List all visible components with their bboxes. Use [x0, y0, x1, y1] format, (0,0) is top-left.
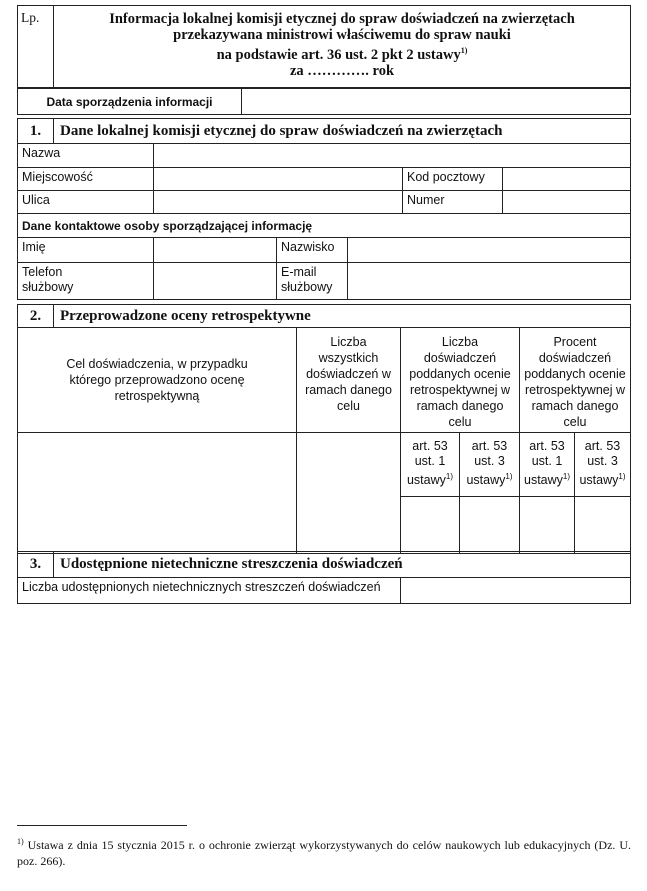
footnote-separator: [17, 825, 187, 826]
date-table: [17, 88, 631, 115]
cel-field[interactable]: [18, 433, 297, 554]
liczba-art53-ust1-field[interactable]: [401, 497, 460, 554]
email-field[interactable]: [348, 263, 631, 300]
miejscowosc-field[interactable]: [154, 168, 403, 191]
ulica-label: Ulica: [18, 191, 154, 214]
numer-field[interactable]: [503, 191, 631, 214]
procent-art53-ust1-field[interactable]: [520, 497, 575, 554]
footnote-text: Ustawa z dnia 15 stycznia 2015 r. o ochronie zwierząt wykorzystywanych do celów naukowych lub edukacyjnych (Dz. U. poz. 266).: [17, 838, 632, 868]
col-header-procent: Procent doświadczeń poddanych ocenie retrospektywnej w ramach danego celu: [520, 328, 631, 433]
subheader-liczba-art53-ust3: art. 53 ust. 3 ustawy$^{1)}$: [460, 433, 520, 497]
col-header-liczba-wszystkich: Liczba wszystkich doświadczeń w ramach danego celu: [297, 328, 401, 433]
header-table: [17, 5, 631, 88]
section-1-title: Dane lokalnej komisji etycznej do spraw doświadczeń na zwierzętach: [54, 119, 631, 144]
title-footnote-ref: 1): [460, 46, 468, 55]
ulica-field[interactable]: [154, 191, 403, 214]
col-header-cel: Cel doświadczenia, w przypadku którego przeprowadzono ocenę retrospektywną: [18, 328, 297, 433]
kod-pocztowy-label: Kod pocztowy: [403, 168, 503, 191]
subheader-procent-art53-ust3: art. 53 ust. 3 ustawy$^{1)}$: [575, 433, 631, 497]
lp-cell: [18, 6, 54, 88]
title-line-2: przekazywana ministrowi właściwemu do spraw nauki: [173, 27, 511, 43]
section-2-title: Przeprowadzone oceny retrospektywne: [54, 305, 631, 328]
liczba-wszystkich-field[interactable]: [297, 433, 401, 554]
section-3-number: 3.: [18, 552, 54, 578]
nazwisko-field[interactable]: [348, 238, 631, 263]
title-line-1: Informacja lokalnej komisji etycznej do spraw doświadczeń na zwierzętach: [109, 11, 575, 27]
imie-field[interactable]: [154, 238, 277, 263]
date-label: Data sporządzenia informacji: [18, 89, 242, 115]
procent-art53-ust3-field[interactable]: [575, 497, 631, 554]
telefon-field[interactable]: [154, 263, 277, 300]
liczba-art53-ust3-field[interactable]: [460, 497, 520, 554]
miejscowosc-label: Miejscowość: [18, 168, 154, 191]
title-line-3: na podstawie art. 36 ust. 2 pkt 2 ustawy: [216, 46, 461, 63]
liczba-streszczen-field[interactable]: [401, 578, 631, 604]
section-3-title: Udostępnione nietechniczne streszczenia doświadczeń: [54, 552, 631, 578]
numer-label: Numer: [403, 191, 503, 214]
contact-header: Dane kontaktowe osoby sporządzającej informację: [18, 214, 631, 238]
nazwisko-label: Nazwisko: [277, 238, 348, 263]
section-1-table: [17, 118, 631, 300]
liczba-streszczen-label: Liczba udostępnionych nietechnicznych streszczeń doświadczeń: [18, 578, 401, 604]
section-2-number: 2.: [18, 305, 54, 328]
section-1-number: 1.: [18, 119, 54, 144]
lp-label: Lp.: [21, 10, 40, 25]
footnote: [17, 834, 631, 869]
nazwa-field[interactable]: [154, 144, 631, 168]
email-label: E-mail służbowy: [277, 263, 348, 300]
date-field[interactable]: [242, 89, 631, 115]
col-header-liczba-ocenie: Liczba doświadczeń poddanych ocenie retrospektywnej w ramach danego celu: [401, 328, 520, 433]
nazwa-label: Nazwa: [18, 144, 154, 168]
subheader-procent-art53-ust1: art. 53 ust. 1 ustawy$^{1)}$: [520, 433, 575, 497]
imie-label: Imię: [18, 238, 154, 263]
kod-pocztowy-field[interactable]: [503, 168, 631, 191]
footnote-marker: 1): [17, 837, 24, 846]
subheader-liczba-art53-ust1: art. 53 ust. 1 ustawy$^{1)}$: [401, 433, 460, 497]
title-line-4: za …………. rok: [289, 62, 395, 79]
section-3-table: [17, 551, 631, 604]
form-title: [54, 6, 631, 88]
telefon-label: Telefon służbowy: [18, 263, 154, 300]
section-2-table: [17, 304, 631, 554]
